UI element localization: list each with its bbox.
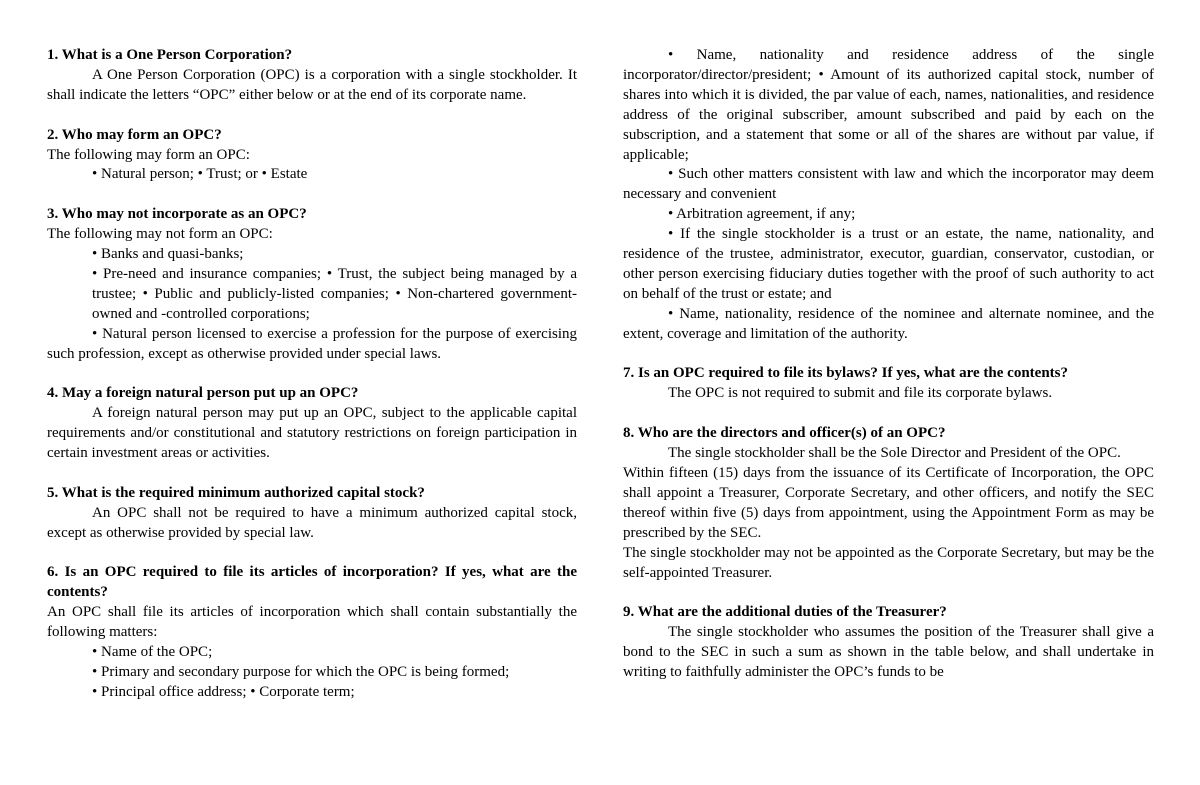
question-8-answer-3: The single stockholder may not be appointed as the Corporate Secretary, but may be the self-appointed Treasurer.	[623, 544, 1154, 581]
question-1-heading: 1. What is a One Person Corporation?	[47, 47, 293, 63]
question-6-bullet-2: • Primary and secondary purpose for which the OPC is being formed;	[92, 664, 510, 681]
question-6-bullet-5: • Such other matters consistent with law and which the incorporator may deem necessary and convenient	[623, 166, 1154, 203]
question-2-heading: 2. Who may form an OPC?	[47, 126, 222, 143]
question-4-answer: A foreign natural person may put up an OPC, subject to the applicable capital requirements and/or constitutional and statutory restrictions on foreign participation in certain investment areas or activities.	[47, 405, 577, 462]
question-5-heading: 5. What is the required minimum authorized capital stock?	[47, 484, 425, 501]
question-1-answer: A One Person Corporation (OPC) is a corporation with a single stockholder. It shall indicate the letters “OPC” either below or at the end of its corporate name.	[47, 66, 577, 103]
question-6-bullet-7: • If the single stockholder is a trust or an estate, the name, nationality, and residence of the trustee, administrator, executor, guardian, conservator, custodian, or other person exercising fiduciary duties together with the proof of such authority to act on behalf of the trust or estate; and	[623, 226, 1154, 302]
question-2-bullet: • Natural person; • Trust; or • Estate	[92, 166, 308, 183]
question-9-answer: The single stockholder who assumes the position of the Treasurer shall give a bond to the SEC in such a sum as shown in the table below, and shall undertake in writing to faithfully administer the OPC’s funds to be	[623, 624, 1154, 681]
question-6-bullet-4: • Name, nationality and residence address of the single incorporator/director/president; • Amount of its authorized capital stock, number of shares into which it is divided, the par value of each, names, nationalities, and residence address of the original subscriber, amount subscribed and paid by each on the subscription, and a statement that some or all of the shares are without par value, if applicable;	[623, 47, 1154, 163]
question-5-answer: An OPC shall not be required to have a minimum authorized capital stock, except as otherwise provided by special law.	[47, 504, 577, 541]
question-3-heading: 3. Who may not incorporate as an OPC?	[47, 206, 307, 223]
question-6-bullet-6: • Arbitration agreement, if any;	[668, 206, 856, 223]
question-3-intro: The following may not form an OPC:	[47, 226, 273, 243]
question-3-bullet-3: • Natural person licensed to exercise a profession for the purpose of exercising such profession, except as otherwise provided under special laws.	[47, 325, 577, 362]
question-9-heading: 9. What are the additional duties of the Treasurer?	[623, 604, 947, 621]
question-7-answer: The OPC is not required to submit and file its corporate bylaws.	[668, 385, 1053, 402]
question-8-answer-2: Within fifteen (15) days from the issuance of its Certificate of Incorporation, the OPC shall appoint a Treasurer, Corporate Secretary, and other officers, and notify the SEC thereof within five (5) days from appointment, using the Appointment Form as may be prescribed by the SEC.	[623, 465, 1154, 541]
question-2-intro: The following may form an OPC:	[47, 146, 250, 163]
question-7-heading: 7. Is an OPC required to file its bylaws? If yes, what are the contents?	[623, 365, 1068, 382]
question-6-bullet-8: • Name, nationality, residence of the nominee and alternate nominee, and the extent, coverage and limitation of the authority.	[623, 305, 1154, 342]
left-column	[47, 46, 577, 703]
question-6-bullet-1: • Name of the OPC;	[92, 644, 213, 661]
right-column	[623, 46, 1154, 683]
question-6-intro: An OPC shall file its articles of incorporation which shall contain substantially the following matters:	[47, 604, 577, 641]
question-8-heading: 8. Who are the directors and officer(s) of an OPC?	[623, 425, 946, 442]
question-6-bullet-3: • Principal office address; • Corporate term;	[92, 683, 355, 700]
question-6-heading: 6. Is an OPC required to file its articles of incorporation? If yes, what are the contents?	[47, 564, 577, 601]
question-8-answer-1: The single stockholder shall be the Sole Director and President of the OPC.	[668, 445, 1121, 462]
question-3-bullet-2: • Pre-need and insurance companies; • Trust, the subject being managed by a trustee; • Public and publicly-listed companies; • Non-chartered government-owned and -controlled corporations;	[92, 265, 577, 322]
question-4-heading: 4. May a foreign natural person put up an OPC?	[47, 385, 359, 402]
question-3-bullet-1: • Banks and quasi-banks;	[92, 246, 244, 263]
